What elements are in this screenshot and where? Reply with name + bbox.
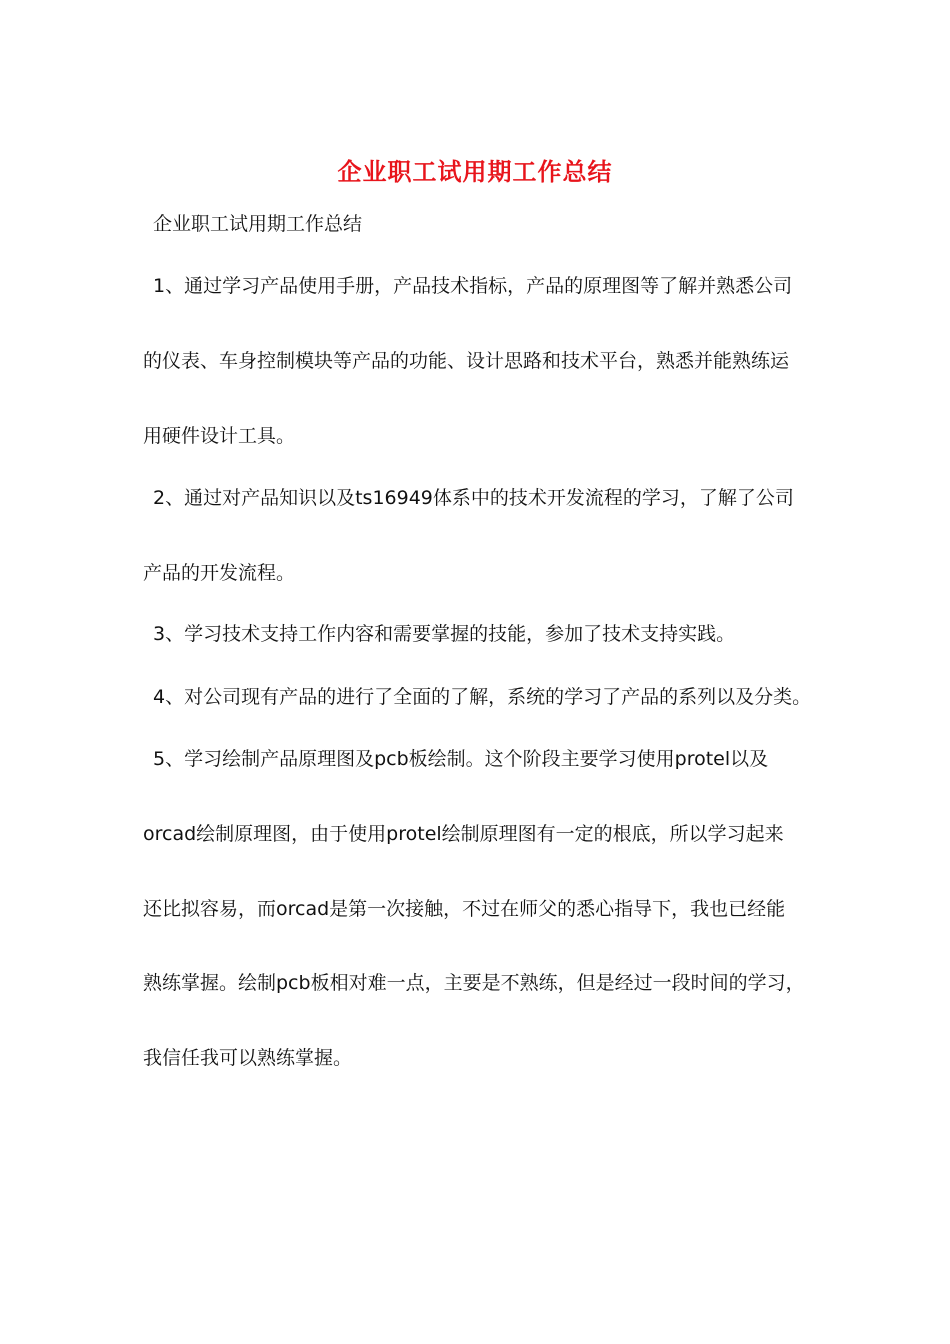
paragraph-line: 1、通过学习产品使用手册，产品技术指标，产品的原理图等了解并熟悉公司 xyxy=(153,275,793,297)
paragraph-line: 2、通过对产品知识以及ts16949体系中的技术开发流程的学习，了解了公司 xyxy=(153,487,794,509)
paragraph-line: 产品的开发流程。 xyxy=(143,562,296,584)
paragraph-line: 还比拟容易，而orcad是第一次接触，不过在师父的悉心指导下，我也已经能 xyxy=(143,898,786,920)
paragraph-line: 我信任我可以熟练掌握。 xyxy=(143,1047,353,1069)
paragraph-line: 5、学习绘制产品原理图及pcb板绘制。这个阶段主要学习使用protel以及 xyxy=(153,748,769,770)
paragraph-line: 熟练掌握。绘制pcb板相对难一点，主要是不熟练，但是经过一段时间的学习， xyxy=(143,972,805,994)
paragraph-line: 的仪表、车身控制模块等产品的功能、设计思路和技术平台，熟悉并能熟练运 xyxy=(143,350,790,372)
paragraph-line: 3、学习技术支持工作内容和需要掌握的技能，参加了技术支持实践。 xyxy=(153,623,736,645)
paragraph-line: 4、对公司现有产品的进行了全面的了解，系统的学习了产品的系列以及分类。 xyxy=(153,686,812,708)
paragraph-line: orcad绘制原理图，由于使用protel绘制原理图有一定的根底，所以学习起来 xyxy=(143,823,784,845)
document-subtitle: 企业职工试用期工作总结 xyxy=(153,213,363,235)
paragraph-line: 用硬件设计工具。 xyxy=(143,425,296,447)
document-title: 企业职工试用期工作总结 xyxy=(337,157,613,186)
